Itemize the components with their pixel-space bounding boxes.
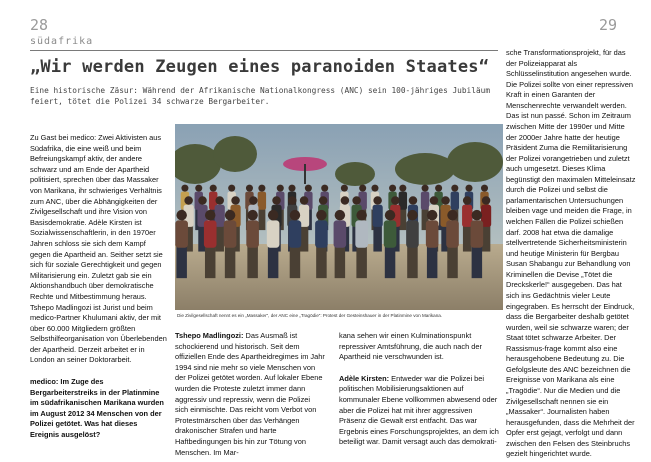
crowd-photo xyxy=(175,124,503,310)
answer-kirsten: Entweder war die Polizei bei politischen Mobilisierungsaktionen auf kommunaler Ebene vollkommen abwesend oder aber die Polizei hat mit ihrer aggressiven Präsenz die Gewalt erst entfacht. Das war Ergebnis eines Forschungsprojektes, an dem ich beteiligt war. Damit versagt auch das demokrati- xyxy=(339,373,499,447)
headline: „Wir werden Zeugen eines paranoiden Staates“ xyxy=(30,57,490,77)
left-column xyxy=(30,133,168,441)
answer-continuation: kana sehen wir einen Kulminationspunkt repressiver Amtsführung, die auch nach der Apartheid nie verschwunden ist. xyxy=(339,331,482,362)
interview-column-b xyxy=(175,331,325,458)
answer-kirsten-paragraph xyxy=(339,374,499,448)
right-column: sche Transformationsprojekt, für das der Polizeiapparat als Schlüsselinstitution angesehen wurde. Die Polizei sollte von einer repressiven Kraft in einen Garanten der Menschenrechte verwandelt werden. Das ist nun passé. Schon im Zeitraum zwischen Mitte der 1990er und Mitte der 2000er Jahre hatte der heutige Präsident Zuma die Remilitarisierung der Polizei vorangetrieben und zuletzt auch umgesetzt. Dieses Klima begünstigt den maximalen Mitteleinsatz durch die Polizei und selbst die parlamentarischen Untersuchungen bleiben vage und meiden die Frage, in welchen Fällen die Polizei schießen darf. 2008 hat etwa die damalige stellvertretende Sicherheitsministerin und heutige Ministerin für Bergbau Susan Shabangu zur Behandlung von Kriminellen die Devise „Tötet die Dreckskerle!“ ausgegeben. Das hat sich ins Gedächtnis vieler Leute eingegraben. Es herrscht der Eindruck, dass die Bergarbeiter deshalb getötet wurden, weil sie schwarze waren; der Staat tötet schwarze Arbeiter. Der Rassismus-frage kommt also eine herausgehobene Bedeutung zu. Die Gefolgsleute des ANC bezeichnen die Ereignisse von Marikana als eine „Tragödie“. Nur die Medien und die Zivilgesellschaft nennen sie ein „Massaker“. Journalisten haben herausgefunden, dass die Mehrheit der Opfer erst gejagt, verfolgt und dann zwischen den Felsen des Steinbruchs gezielt hingerichtet wurde. xyxy=(506,48,636,459)
speaker-madlingozi: Tshepo Madlingozi: xyxy=(175,331,244,340)
section-label: südafrika xyxy=(30,36,94,47)
section-rule xyxy=(30,50,498,51)
answer-madlingozi: Das Ausmaß ist schockierend und historisch. Seit dem offiziellen Ende des Apartheidregimes im Jahr 1994 sind nie mehr so viele Menschen von der Polizei getötet worden. Auf lokaler Ebene wurden die Proteste zuletzt immer dann aggressiv und repressiv, wenn die Polizei sich einmischte. Das reicht vom Verbot von Protestmärschen über das Verhängen drakonischer Strafen und harte Haftbedingungen bis hin zur Tötung von Menschen. Im Mar- xyxy=(175,331,325,457)
page-number-right: 29 xyxy=(598,16,617,34)
photo-caption: Die Zivilgesellschaft nennt es ein „Massaker“, der ANC eine „Tragödie“: Protest der Gesteinshauer in der Platinmine von Marikana. xyxy=(177,313,443,318)
intro-body: Zu Gast bei medico: Zwei Aktivisten aus Südafrika, die eine weiß und beim Befreiungskampf aktiv, der andere schwarz und am Ende der Apartheid politisiert, sprechen über das Massaker von Marikana, ihr schwieriges Verhältnis zum ANC, über die Abhängigkeiten der Zivilgesellschaft und ihre Vision von Basisdemokratie. Adèle Kirsten ist Sozialwissenschaftlerin, in den 1970er Jahren schloss sie sich dem Kampf gegen die Apartheid an. Seither setzt sie sich für soziale Gerechtigkeit und gegen Militarisierung ein. Zuletzt gab sie ein Aktionshandbuch über demokratische Rechte und Mitbestimmung heraus. Tshepo Madlingozi ist Jurist und beim medico-Partner Khulumani aktiv, der mit über 60.000 Mitgliedern größten Selbsthilfeorganisation von Überlebenden der Apartheid. Derzeit arbeitet er in London an seiner Doktorarbeit. xyxy=(30,133,167,365)
interview-column-c xyxy=(339,331,499,448)
interview-question: medico: Im Zuge des Bergarbeiterstreiks in der Platinmine im südafrikanischen Marikana wurden im August 2012 34 Menschen von der Polizei getötet. Was hat dieses Ereignis ausgelöst? xyxy=(30,377,164,440)
speaker-kirsten: Adèle Kirsten: xyxy=(339,373,390,383)
crowd-photo-graphic xyxy=(175,124,503,310)
intro-text: Eine historische Zäsur: Während der Afrikanische Nationalkongress (ANC) sein 100-jähriges Jubiläum feiert, tötet die Polizei 34 schwarze Bergarbeiter. xyxy=(30,86,491,106)
page-number-left: 28 xyxy=(30,16,49,34)
